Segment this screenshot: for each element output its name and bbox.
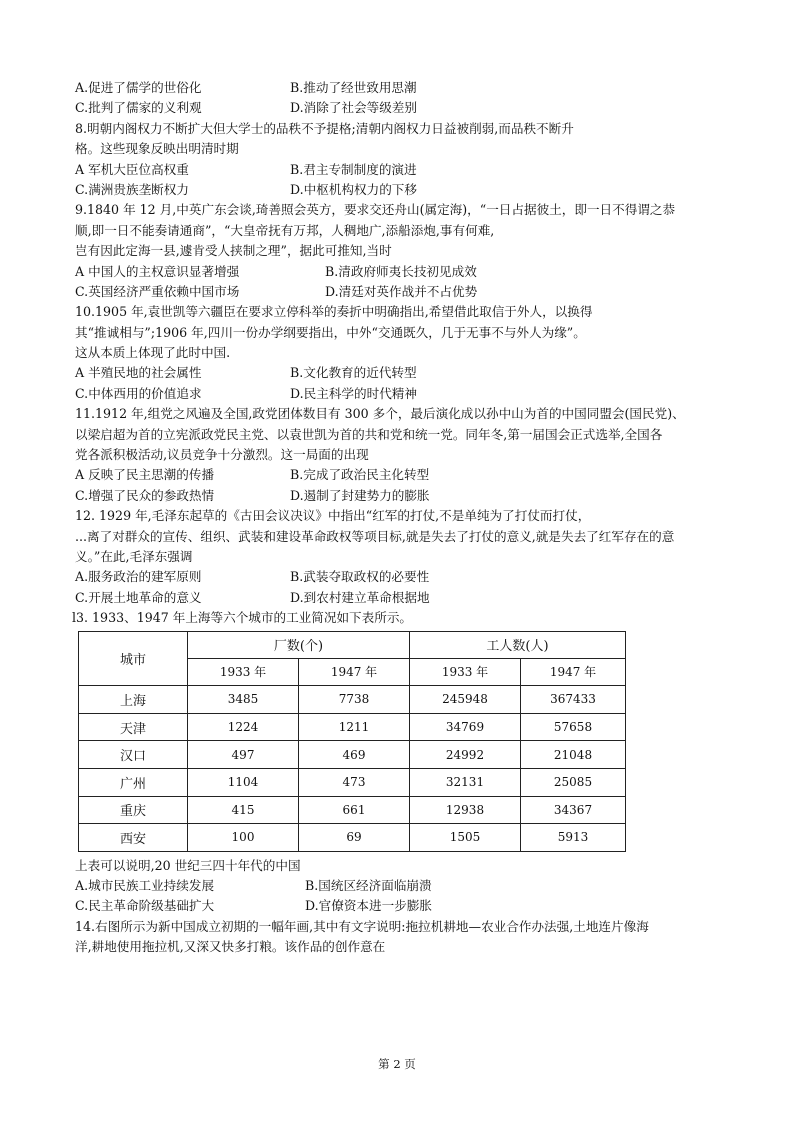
q10-stem-line3: 这从本质上体现了此时中国. — [75, 345, 231, 361]
q11-option-a: A 反映了民主思潮的传播 — [75, 467, 215, 483]
q9-stem-line3: 岂有因此定海一县,遽肯受人挟制之理”，据此可推知,当时 — [75, 243, 392, 259]
q7-option-a: A.促进了儒学的世俗化 — [75, 80, 202, 95]
q12-options-row1 — [75, 567, 725, 587]
q12-option-a: A.服务政治的建军原则 — [75, 569, 202, 585]
q9-options-row2 — [75, 282, 725, 302]
table-cell-city: 西安 — [79, 824, 188, 852]
q8-stem-line2: 格。这些现象反映出明清时期 — [75, 141, 239, 157]
q10-options-row2 — [75, 384, 725, 404]
q12-stem-line2: ...离了对群众的宣传、组织、武装和建设革命政权等项目标,就是失去了打仗的意义,就是失去了红军存在的意 — [75, 528, 675, 544]
q8-options-row2 — [75, 180, 725, 200]
industry-table-wrap — [75, 631, 725, 852]
table-header-year: 1933 年 — [410, 658, 521, 686]
q11-options-row2 — [75, 486, 725, 506]
table-cell: 469 — [299, 741, 410, 769]
q13-options-row2 — [75, 896, 725, 916]
q9-option-a: A 中国人的主权意识显著增强 — [75, 263, 240, 279]
q12-option-b: B.武装夺取政权的必要性 — [290, 569, 430, 585]
q8-options-row1 — [75, 160, 725, 180]
q9-stem-line1: 9.1840 年 12 月,中英广东会谈,琦善照会英方，要求交还舟山(属定海)，“一日占据彼土，即一日不得谓之恭 — [75, 202, 676, 218]
table-row — [79, 686, 626, 714]
q9-option-b: B.清政府师夷长技初见成效 — [325, 263, 477, 279]
table-cell: 245948 — [410, 686, 521, 714]
table-cell: 1224 — [188, 713, 299, 741]
table-cell-city: 广州 — [79, 768, 188, 796]
q11-stem-line3: 党各派积极活动,议员竞争十分激烈。这一局面的出现 — [75, 447, 369, 463]
q9-options-row1 — [75, 262, 725, 282]
q8-option-a: A 军机大臣位高权重 — [75, 161, 189, 177]
table-cell: 100 — [188, 824, 299, 852]
q8-option-b: B.君主专制制度的演进 — [290, 161, 417, 177]
q10-option-a: A 半殖民地的社会属性 — [75, 365, 202, 381]
table-row — [79, 741, 626, 769]
q13-option-a: A.城市民族工业持续发展 — [75, 878, 215, 894]
q11-option-b: B.完成了政治民主化转型 — [290, 467, 430, 483]
q12-stem-line1: 12. 1929 年,毛泽东起草的《古田会议决议》中指出“红军的打仗,不是单纯为了打仗而打仗， — [75, 508, 591, 524]
q13-after-table: 上表可以说明,20 世纪三四十年代的中国 — [75, 857, 301, 873]
q13-option-c: C.民主革命阶级基础扩大 — [75, 898, 215, 914]
table-header-year: 1947 年 — [521, 658, 626, 686]
q8-option-c: C.满洲贵族垄断权力 — [75, 181, 189, 197]
table-cell: 367433 — [521, 686, 626, 714]
table-row — [79, 824, 626, 852]
industry-table — [78, 631, 626, 852]
q11-option-d: D.遏制了封建势力的膨胀 — [290, 487, 430, 503]
table-cell: 661 — [299, 796, 410, 824]
table-cell: 473 — [299, 768, 410, 796]
q10-stem-line1: 10.1905 年,袁世凯等六疆臣在要求立停科举的奏折中明确指出,希望借此取信于外人，以换得 — [75, 304, 593, 320]
table-cell: 12938 — [410, 796, 521, 824]
q7-options-row1 — [75, 78, 725, 98]
table-header-workers: 工人数(人) — [410, 631, 626, 658]
table-cell: 21048 — [521, 741, 626, 769]
table-header-year: 1947 年 — [299, 658, 410, 686]
q7-option-b: B.推动了经世致用思潮 — [290, 80, 417, 95]
table-cell-city: 天津 — [79, 713, 188, 741]
q12-option-c: C.开展土地革命的意义 — [75, 589, 202, 605]
table-row — [79, 713, 626, 741]
q9-stem-line2: 顺,即一日不能奏请通商”，“大皇帝抚有万邦，人稠地广,添船添炮,事有何难, — [75, 222, 495, 238]
q7-option-c: C.批判了儒家的义利观 — [75, 100, 202, 116]
table-cell: 1211 — [299, 713, 410, 741]
q10-option-c: C.中体西用的价值追求 — [75, 385, 202, 401]
table-cell-city: 汉口 — [79, 741, 188, 769]
exam-page — [72, 78, 725, 958]
table-cell-city: 上海 — [79, 686, 188, 714]
q13-option-b: B.国统区经济面临崩溃 — [305, 878, 432, 894]
q11-stem-line1: 11.1912 年,组党之风遍及全国,政党团体数目有 300 多个，最后演化成以孙中山为首的中国同盟会(国民党)、 — [75, 406, 685, 422]
q10-option-d: D.民主科学的时代精神 — [290, 385, 417, 401]
q7-option-d: D.消除了社会等级差别 — [290, 100, 417, 116]
q12-stem-line3: 义。”在此,毛泽东强调 — [75, 548, 193, 564]
q12-options-row2 — [75, 588, 725, 608]
q14-stem-line2: 洋,耕地使用拖拉机,又深又快多打粮。该作品的创作意在 — [75, 939, 386, 955]
q12-option-d: D.到农村建立革命根据地 — [290, 589, 430, 605]
table-cell: 24992 — [410, 741, 521, 769]
q11-stem-line2: 以梁启超为首的立宪派政党民主党、以袁世凯为首的共和党和统一党。同年冬,第一届国会正式选举,全国各 — [75, 426, 663, 442]
table-cell: 7738 — [299, 686, 410, 714]
table-cell: 32131 — [410, 768, 521, 796]
table-cell: 34367 — [521, 796, 626, 824]
table-cell: 1104 — [188, 768, 299, 796]
q14-stem-line1: 14.右图所示为新中国成立初期的一幅年画,其中有文字说明:拖拉机耕地—农业合作办法强,土地连片像海 — [75, 918, 649, 934]
q13-options-row1 — [75, 876, 725, 896]
q13-option-d: D.官僚资本进一步膨胀 — [305, 898, 432, 914]
table-cell: 3485 — [188, 686, 299, 714]
table-cell: 25085 — [521, 768, 626, 796]
q10-options-row1 — [75, 363, 725, 383]
table-cell: 497 — [188, 741, 299, 769]
q11-options-row1 — [75, 465, 725, 485]
q10-stem-line2: 其“推诚相与”;1906 年,四川一份办学纲要指出，中外“交通既久，几于无事不与外人为缘”。 — [75, 324, 586, 340]
table-cell: 415 — [188, 796, 299, 824]
q8-option-d: D.中枢机构权力的下移 — [290, 181, 417, 197]
table-header-city: 城市 — [79, 631, 188, 686]
table-cell: 57658 — [521, 713, 626, 741]
q11-option-c: C.增强了民众的参政热情 — [75, 487, 215, 503]
q7-options-row2 — [75, 98, 725, 118]
table-cell: 5913 — [521, 824, 626, 852]
page-number: 第 2 页 — [378, 1057, 416, 1071]
table-row — [79, 796, 626, 824]
q8-stem-line1: 8.明朝内阁权力不断扩大但大学士的品秩不予提格;清朝内阁权力日益被削弱,而品秩不断升 — [75, 120, 574, 136]
q9-option-c: C.英国经济严重依赖中国市场 — [75, 283, 240, 299]
q10-option-b: B.文化教育的近代转型 — [290, 365, 417, 381]
q13-stem: l3. 1933、1947 年上海等六个城市的工业简况如下表所示。 — [72, 610, 413, 626]
table-header-factories: 厂数(个) — [188, 631, 410, 658]
table-cell: 1505 — [410, 824, 521, 852]
table-cell: 69 — [299, 824, 410, 852]
table-cell-city: 重庆 — [79, 796, 188, 824]
table-header-year: 1933 年 — [188, 658, 299, 686]
table-cell: 34769 — [410, 713, 521, 741]
q9-option-d: D.清廷对英作战并不占优势 — [325, 283, 478, 299]
table-row — [79, 768, 626, 796]
